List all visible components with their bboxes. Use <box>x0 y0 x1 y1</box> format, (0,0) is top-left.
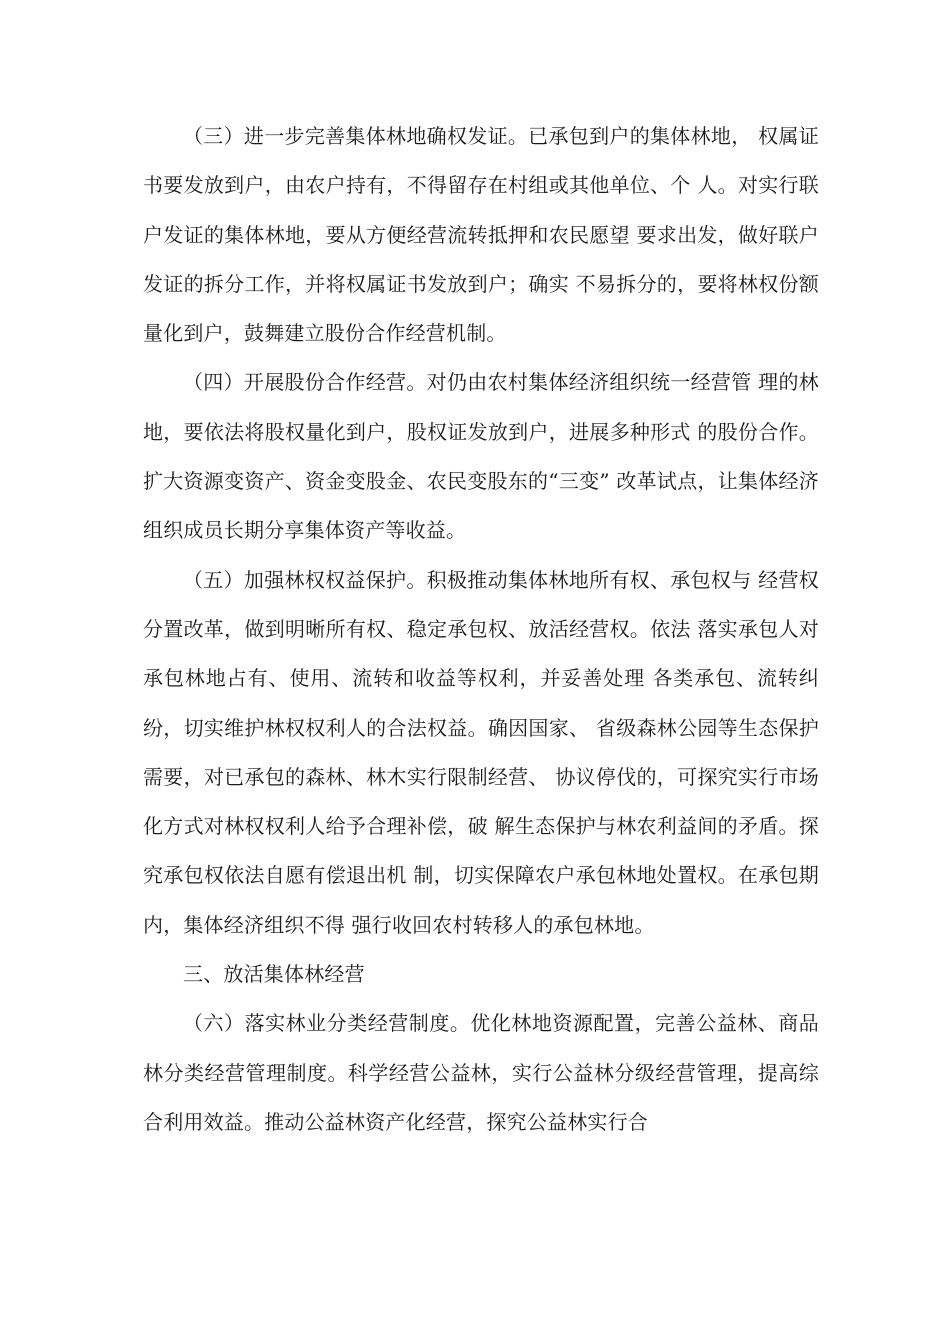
paragraph-joint-stock-cooperation: （四）开展股份合作经营。对仍由农村集体经济组织统一经营管 理的林地，要依法将股权量化到户，股权证发放到户，进展多种形式 的股份合作。扩大资源变资产、资金变股金、农民变股东的“三变” 改革试点，让集体经济组织成员长期分享集体资产等收益。 <box>143 370 819 543</box>
document-body <box>143 112 819 1147</box>
paragraph-classified-management: （六）落实林业分类经营制度。优化林地资源配置，完善公益林、商品林分类经营管理制度。科学经营公益林，实行公益林分级经营管理，提高综合利用效益。推动公益林资产化经营，探究公益林实行合 <box>143 1011 819 1134</box>
paragraph-forest-rights-protection: （五）加强林权权益保护。积极推动集体林地所有权、承包权与 经营权分置改革，做到明晰所有权、稳定承包权、放活经营权。依法 落实承包人对承包林地占有、使用、流转和收益等权利，并妥善处理 各类承包、流转纠纷，切实维护林权权利人的合法权益。确因国家、 省级森林公园等生态保护需要，对已承包的森林、林木实行限制经营、 协议停伐的，可探究实行市场化方式对林权权利人给予合理补偿，破 解生态保护与林农利益间的矛盾。探究承包权依法自愿有偿退出机 制，切实保障农户承包林地处置权。在承包期内，集体经济组织不得 强行收回农村转移人的承包林地。 <box>143 567 819 937</box>
section-heading: 三、放活集体林经营 <box>183 962 365 987</box>
paragraph-land-rights-certification: （三）进一步完善集体林地确权发证。已承包到户的集体林地， 权属证书要发放到户，由农户持有，不得留存在村组或其他单位、个 人。对实行联户发证的集体林地，要从方便经营流转抵押和农民愿望 要求出发，做好联户发证的拆分工作，并将权属证书发放到户；确实 不易拆分的，要将林权份额量化到户，鼓舞建立股份合作经营机制。 <box>143 124 819 346</box>
